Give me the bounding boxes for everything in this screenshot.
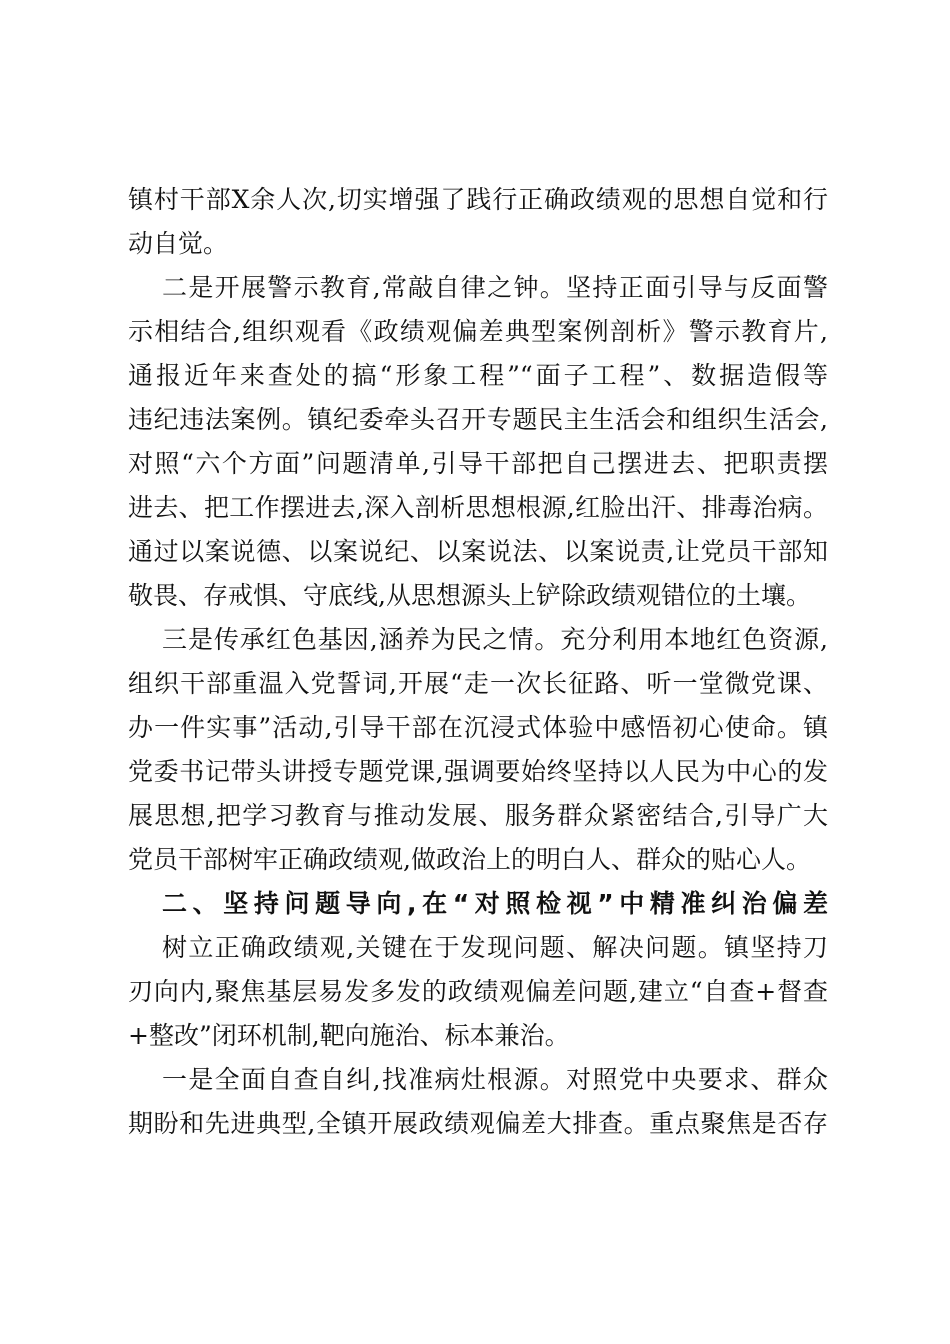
paragraph-first-line: 树立正确政绩观,关键在于发现问题、解决问题。镇坚持刀 <box>162 933 828 962</box>
text-line: 展思想,把学习教育与推动发展、服务群众紧密结合,引导广大 <box>128 801 828 830</box>
text-line: 动自觉。 <box>128 229 229 258</box>
text-line: 办一件实事”活动,引导干部在沉浸式体验中感悟初心使命。镇 <box>128 713 828 742</box>
text-line: 示相结合,组织观看《政绩观偏差典型案例剖析》警示教育片, <box>128 317 828 346</box>
paragraph-first-line: 二是开展警示教育,常敲自律之钟。坚持正面引导与反面警 <box>162 273 828 302</box>
text-line: 敬畏、存戒惧、守底线,从思想源头上铲除政绩观错位的土壤。 <box>128 581 811 610</box>
paragraph-first-line: 一是全面自查自纠,找准病灶根源。对照党中央要求、群众 <box>162 1065 828 1094</box>
text-line: 对照“六个方面”问题清单,引导干部把自己摆进去、把职责摆 <box>128 449 828 478</box>
text-line: 党员干部树牢正确政绩观,做政治上的明白人、群众的贴心人。 <box>128 845 811 874</box>
text-line: 通过以案说德、以案说纪、以案说法、以案说责,让党员干部知 <box>128 537 828 566</box>
text-line: 期盼和先进典型,全镇开展政绩观偏差大排查。重点聚焦是否存 <box>128 1109 828 1138</box>
paragraph-first-line: 三是传承红色基因,涵养为民之情。充分利用本地红色资源, <box>162 625 828 654</box>
text-line: 刃向内,聚焦基层易发多发的政绩观偏差问题,建立“自查+督查 <box>128 977 828 1006</box>
text-line: +整改”闭环机制,靶向施治、标本兼治。 <box>128 1021 570 1050</box>
text-line: 镇村干部X余人次,切实增强了践行正确政绩观的思想自觉和行 <box>128 185 828 214</box>
text-line: 违纪违法案例。镇纪委牵头召开专题民主生活会和组织生活会, <box>128 405 828 434</box>
section-heading: 二、坚持问题导向,在“对照检视”中精准纠治偏差 <box>162 889 828 918</box>
text-line: 通报近年来查处的搞“形象工程”“面子工程”、数据造假等 <box>128 361 828 390</box>
text-line: 进去、把工作摆进去,深入剖析思想根源,红脸出汗、排毒治病。 <box>128 493 828 522</box>
text-line: 党委书记带头讲授专题党课,强调要始终坚持以人民为中心的发 <box>128 757 828 786</box>
text-line: 组织干部重温入党誓词,开展“走一次长征路、听一堂微党课、 <box>128 669 828 698</box>
